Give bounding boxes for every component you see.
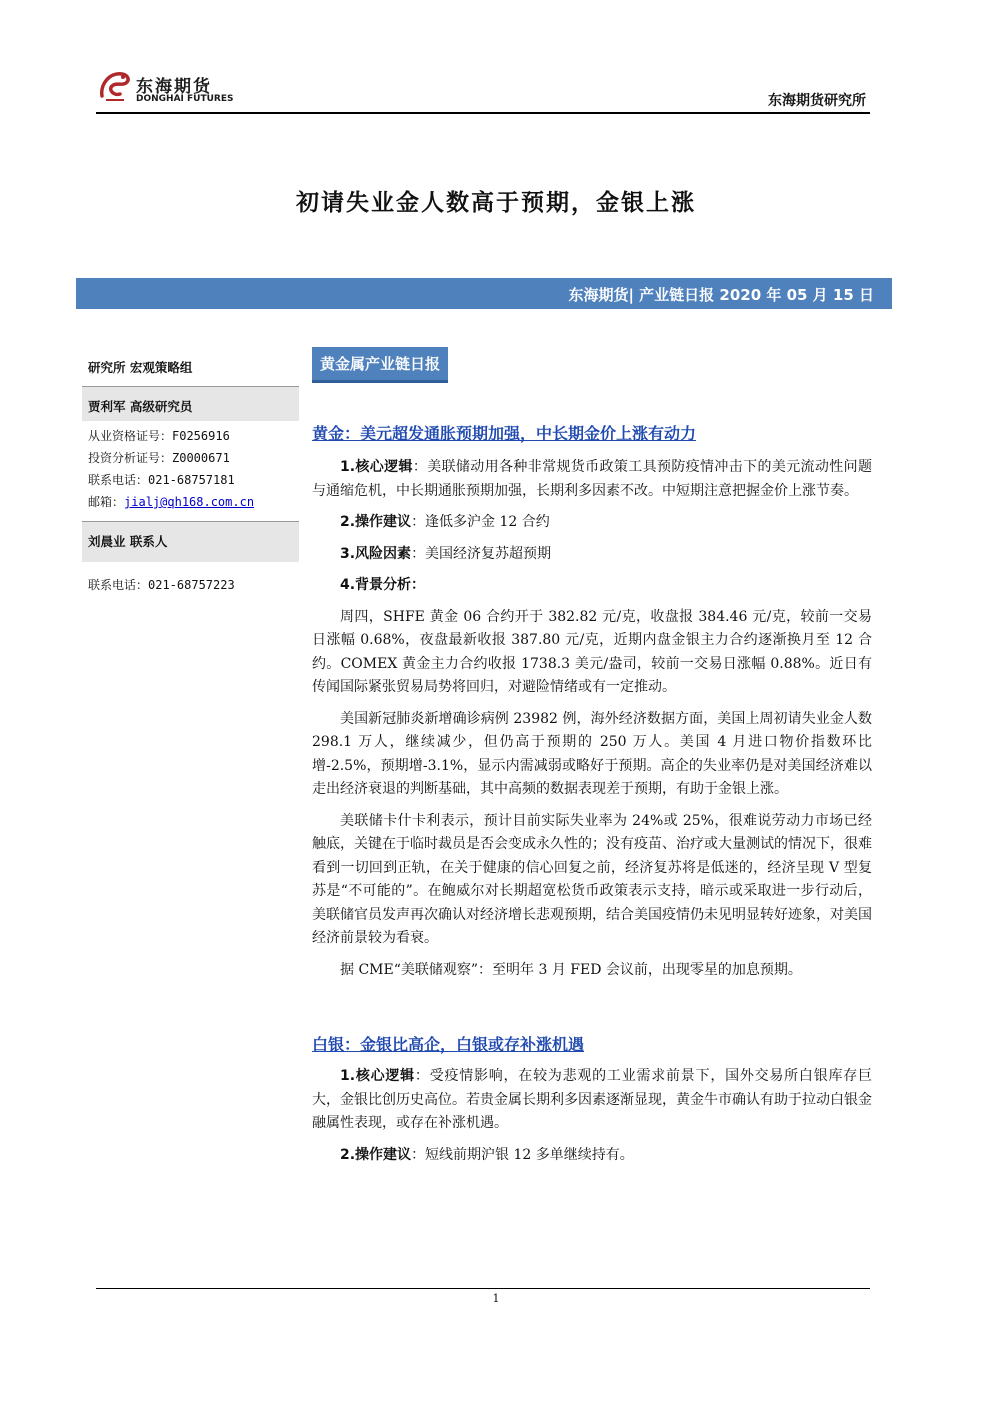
- author-sidebar: [82, 348, 299, 596]
- logo-english-text: DONGHAI FUTURES: [136, 94, 234, 104]
- silver-operation-advice: [312, 1144, 872, 1168]
- gold-background-p3: 美联储卡什卡利表示，预计目前实际失业率为 24%或 25%，很难说劳动力市场已经触底，关键在于临时裁员是否会变成永久性的；没有疫苗、治疗或大量测试的情况下，很难看到一切回到正轨，在关于健康的信心回复之前，经济复苏将是低迷的，经济呈现 V 型复苏是“不可能的”。在鲍威尔对长期超宽松货币政策表示支持，暗示或采取进一步行动后，美联储官员发声再次确认对经济增长悲观预期，结合美国疫情仍未见明显转好迹象，对美国经济前景较为看衰。: [312, 812, 872, 946]
- research-group: 研究所 宏观策略组: [88, 360, 193, 375]
- gold-core-logic-label: 1.核心逻辑: [340, 459, 413, 475]
- silver-operation-text: ：短线前期沪银 12 多单继续持有。: [411, 1146, 634, 1163]
- footer-divider: [96, 1288, 870, 1289]
- silver-core-logic-text: ：受疫情影响，在较为悲观的工业需求前景下，国外交易所白银库存巨大，金银比创历史高位。若贵金属长期利多因素逐渐显现，黄金牛市确认有助于拉动白银金融属性表现，或存在补涨机遇。: [312, 1068, 873, 1131]
- gold-risk-label: 3.风险因素: [340, 545, 412, 562]
- analyst-name: 贾利军 高级研究员: [82, 387, 299, 421]
- gold-operation-label: 2.操作建议: [340, 514, 412, 530]
- report-body: [312, 347, 872, 1167]
- silver-core-logic: [312, 1065, 872, 1136]
- gold-background-p2: 美国新冠肺炎新增确诊病例 23982 例，海外经济数据方面，美国上周初请失业金人数 298.1 万人，继续减少，但仍高于预期的 250 万人。美国 4 月进口物价指数环比增-2.5%，预期增-3.1%，显示内需减弱或略好于预期。高企的失业率仍是对美国经济难以走出经济衰退的判断基础，其中高频的数据表现差于预期，有助于金银上涨。: [312, 710, 872, 797]
- date-banner: [76, 278, 892, 309]
- gold-background-p4: 据 CME“美联储观察”：至明年 3 月 FED 会议前，出现零星的加息预期。: [340, 961, 802, 978]
- contact-phone: 联系电话：021-68757223: [88, 578, 235, 592]
- banner-text: 东海期货| 产业链日报 2020 年 05 月 15 日: [568, 286, 874, 304]
- logo-chinese-text: 东海期货: [136, 77, 212, 97]
- silver-operation-label: 2.操作建议: [340, 1146, 412, 1163]
- gold-section-title: 黄金：美元超发通胀预期加强，中长期金价上涨有动力: [312, 424, 697, 443]
- contact-name: 刘晨业 联系人: [82, 522, 299, 562]
- gold-core-logic-text: ：美联储动用各种非常规货币政策工具预防疫情冲击下的美元流动性问题与通缩危机，中长期通胀预期加强，长期利多因素不改。中短期注意把握金价上涨节奏。: [312, 459, 872, 499]
- gold-risk-text: ：美国经济复苏超预期: [411, 545, 552, 562]
- silver-core-logic-label: 1.核心逻辑: [340, 1068, 415, 1084]
- investment-cert: 投资分析证号：Z0000671: [88, 451, 230, 465]
- gold-risk-factors: [312, 543, 872, 567]
- report-title: 初请失业金人数高于预期，金银上涨: [296, 190, 696, 216]
- qualification-cert: 从业资格证号：F0256916: [88, 429, 230, 443]
- dragon-logo-icon: [96, 66, 134, 104]
- company-logo: [96, 66, 246, 108]
- gold-background-label: 4.背景分析：: [340, 577, 426, 593]
- header-divider: [96, 112, 870, 114]
- gold-core-logic: [312, 456, 872, 503]
- header-institute-label: 东海期货研究所: [768, 93, 866, 109]
- email-label: 邮箱：: [88, 495, 125, 509]
- analyst-email-row: [82, 491, 299, 513]
- gold-background-p1: 周四，SHFE 黄金 06 合约开于 382.82 元/克，收盘报 384.46 元/克，较前一交易日涨幅 0.68%，夜盘最新收报 387.80 元/克，近期内盘金银主力合约逐渐换月至 12 合约。COMEX 黄金主力合约收报 1738.3 美元/盎司，较前一交易日涨幅 0.88%。近日有传闻国际紧张贸易局势将回归，对避险情绪或有一定推动。: [312, 608, 872, 695]
- silver-section-title: 白银：金银比高企，白银或存补涨机遇: [312, 1035, 585, 1054]
- email-link[interactable]: jialj@qh168.com.cn: [124, 495, 255, 509]
- page-number: 1: [492, 1292, 500, 1305]
- gold-operation-text: ：逢低多沪金 12 合约: [411, 514, 550, 530]
- gold-operation-advice: [312, 511, 872, 535]
- gold-background-heading: [312, 574, 872, 598]
- report-category-tab: 黄金属产业链日报: [312, 347, 448, 383]
- analyst-phone: 联系电话：021-68757181: [88, 473, 235, 487]
